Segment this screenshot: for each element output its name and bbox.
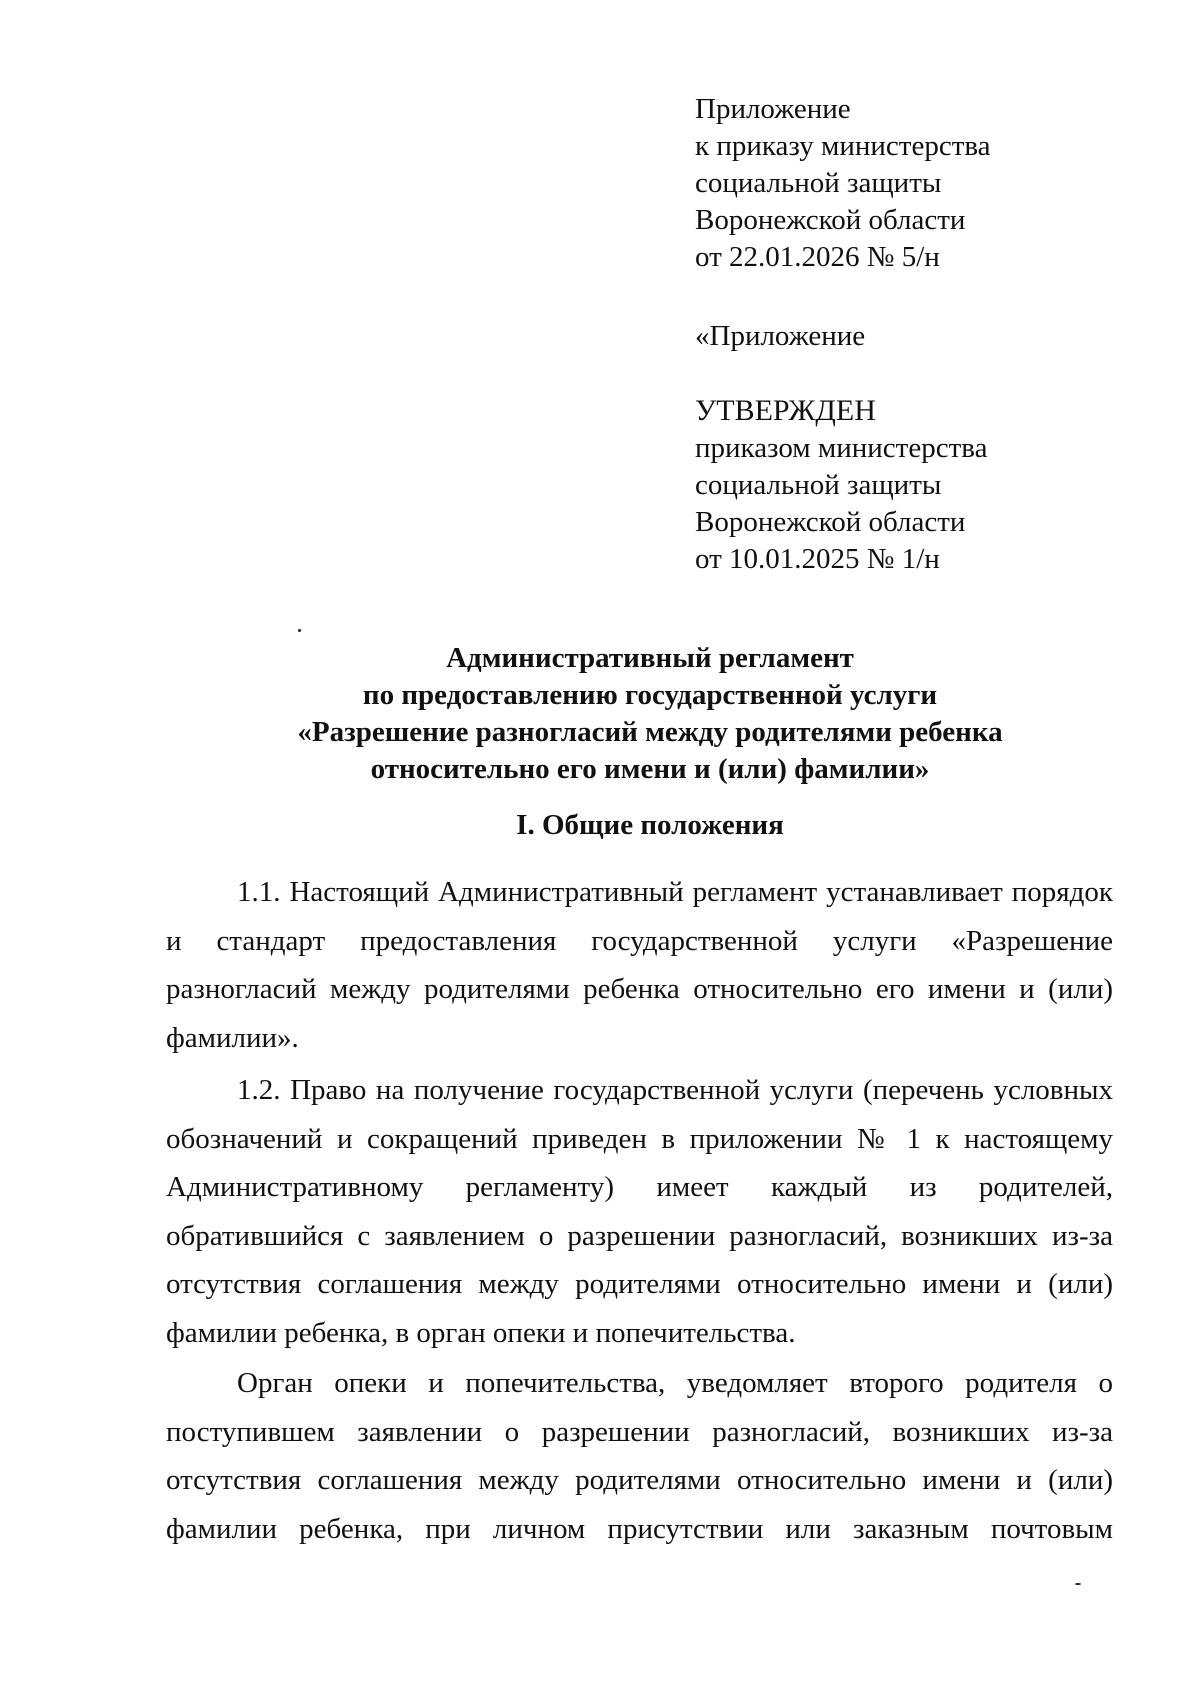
appendix-line: к приказу министерства [695,130,991,162]
scan-speck [298,629,301,632]
approval-line: от 10.01.2025 № 1/н [695,543,940,575]
quoted-appendix-header [695,318,1135,355]
document-title [150,640,1150,788]
title-line: относительно его имени и (или) фамилии» [370,753,930,785]
paragraph-text: 1.1. Настоящий Административный регламент устанавливает порядок и стандарт предоставления государственной услуги «Разрешение разногласий между родителями ребенка относительно его имени и (или) фамилии». [166,876,1113,1054]
quoted-appendix-line: «Приложение [695,320,866,352]
paragraph-1-2 [166,1066,1113,1357]
title-line: Административный регламент [446,642,854,674]
paragraph-guardianship-notice [166,1359,1113,1553]
title-line: «Разрешение разногласий между родителями ребенка [297,716,1003,748]
approval-line: Воронежской области [695,506,966,538]
paragraph-text: Орган опеки и попечительства, уведомляет второго родителя о поступившем заявлении о разрешении разногласий, возникших из-за отсутствия соглашения между родителями относительно имени и (или) фамилии ребенка, при личном присутствии или заказным почтовым [166,1367,1113,1545]
scan-speck [1075,1583,1081,1585]
appendix-line: от 22.01.2026 № 5/н [695,241,940,273]
paragraph-1-1 [166,868,1113,1062]
paragraph-text: 1.2. Право на получение государственной услуги (перечень условных обозначений и сокращений приведен в приложении № 1 к настоящему Административному регламенту) имеет каждый из родителей, обратившийся с заявлением о разрешении разногласий, возникших из-за отсутствия соглашения между родителями относительно имени и (или) фамилии ребенка, в орган опеки и попечительства. [166,1074,1113,1349]
section-heading: I. Общие положения [516,809,784,841]
appendix-line: социальной защиты [695,167,942,199]
approval-line: социальной защиты [695,469,942,501]
appendix-header [695,91,1135,276]
title-line: по предоставлению государственной услуги [362,679,938,711]
approval-header [695,392,1135,578]
approval-line: приказом министерства [695,432,988,464]
appendix-line: Воронежской области [695,204,966,236]
approved-word: УТВЕРЖДЕН [695,394,876,427]
appendix-line: Приложение [695,93,851,125]
